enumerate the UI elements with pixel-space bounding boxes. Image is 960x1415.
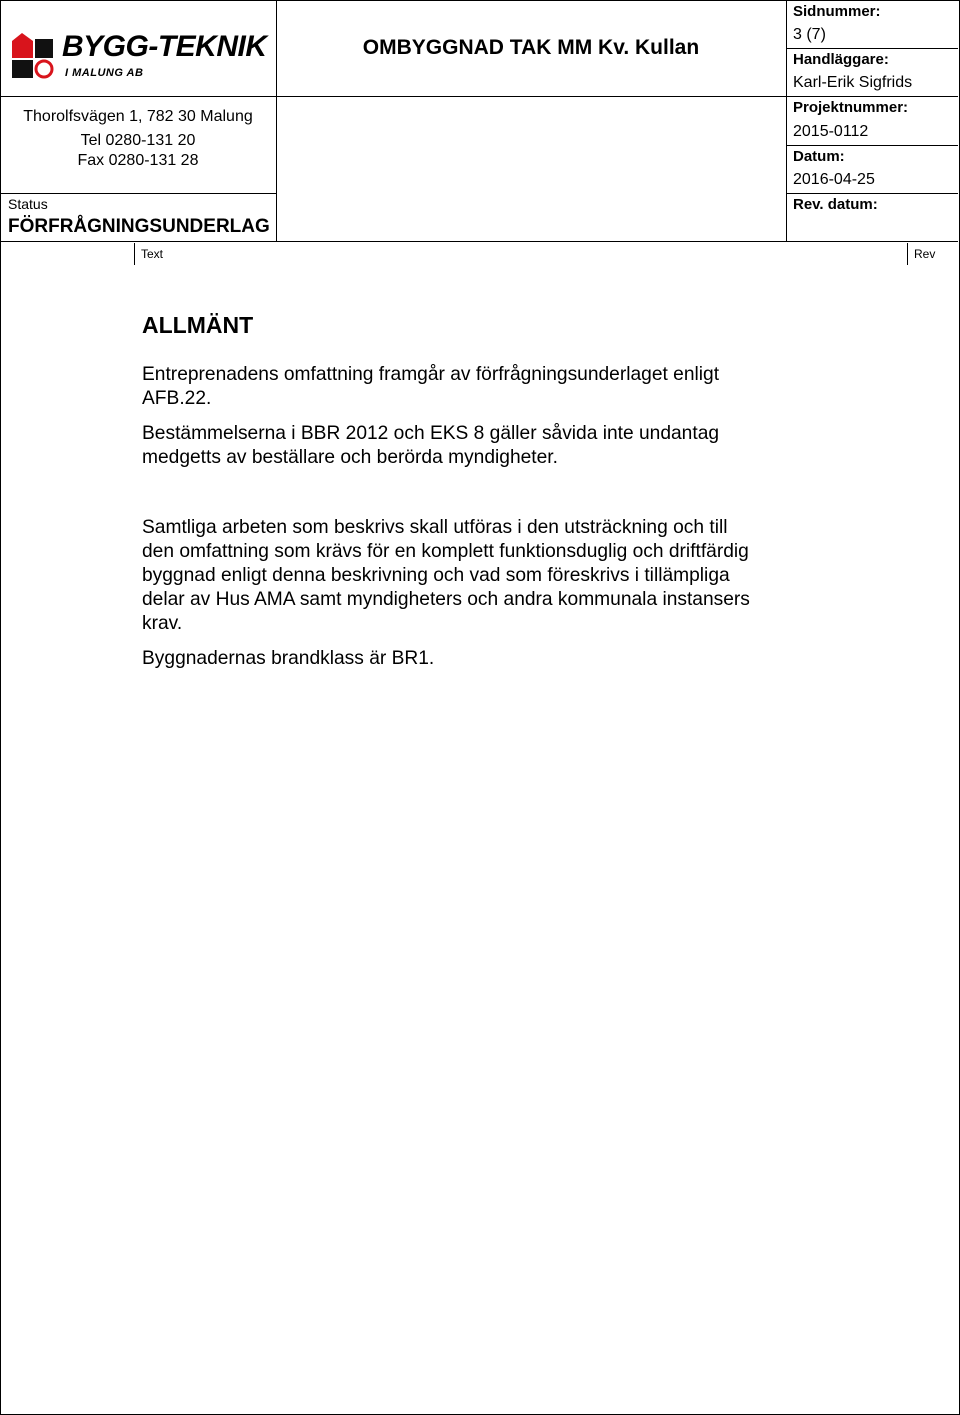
paragraph-line: Entreprenadens omfattning framgår av förfrågningsunderlaget enligt [142,364,720,385]
company-address: Thorolfsvägen 1, 782 30 Malung [23,108,253,125]
company-logo [12,30,272,86]
rev-date-label: Rev. datum: [793,196,878,213]
paragraph-line: Bestämmelserna i BBR 2012 och EKS 8 gäller såvida inte undantag [142,423,720,444]
rev-column-marker [907,243,908,265]
paragraph-line: AFB.22. [142,388,212,409]
paragraph-line: Byggnadernas brandklass är BR1. [142,648,435,669]
header-rule-logo [0,96,276,97]
header-divider-right [786,0,787,241]
page-number-label: Sidnummer: [793,3,881,20]
handler-label: Handläggare: [793,51,889,68]
rev-column-label: Rev [914,247,936,261]
text-column-marker [134,243,135,265]
paragraph-fire-class [142,647,832,671]
page-number-value: 3 (7) [793,26,826,43]
header-rule-meta-3 [786,145,958,146]
project-title: OMBYGGNAD TAK MM Kv. Kullan [362,36,700,59]
paragraph-line: delar av Hus AMA samt myndigheters och andra kommunala instansers [142,589,750,610]
paragraph-line: Samtliga arbeten som beskrivs skall utföras i den utsträckning och till [142,517,728,538]
paragraph-scope [142,363,832,411]
date-label: Datum: [793,148,845,165]
paragraph-line: den omfattning som krävs för en komplett funktionsduglig och driftfärdig [142,541,749,562]
header-rule-status [0,193,276,194]
company-phone: Tel 0280-131 20 [80,132,196,149]
text-column-label: Text [141,247,164,261]
logo-subtitle: I MALUNG AB [65,67,144,79]
status-value: FÖRFRÅGNINGSUNDERLAG [8,216,270,237]
paragraph-works [142,516,832,636]
logo-wordmark: BYGG-TEKNIK [62,30,267,63]
header-rule-meta-2 [786,96,958,97]
header-rule-title [276,96,786,97]
paragraph-line: krav. [142,613,183,634]
section-heading: ALLMÄNT [142,312,254,338]
header-bottom-rule [0,241,958,242]
company-fax: Fax 0280-131 28 [77,152,199,169]
status-label: Status [8,196,48,212]
project-number-value: 2015-0112 [793,123,869,140]
handler-value: Karl-Erik Sigfrids [793,74,913,91]
date-value: 2016-04-25 [793,171,875,188]
paragraph-regulations [142,422,832,470]
header-rule-meta-4 [786,193,958,194]
paragraph-line: medgetts av beställare och berörda myndigheter. [142,447,558,468]
project-number-label: Projektnummer: [793,99,909,116]
header-rule-meta-1 [786,48,958,49]
paragraph-line: byggnad enligt denna beskrivning och vad som föreskrivs i tillämpliga [142,565,730,586]
